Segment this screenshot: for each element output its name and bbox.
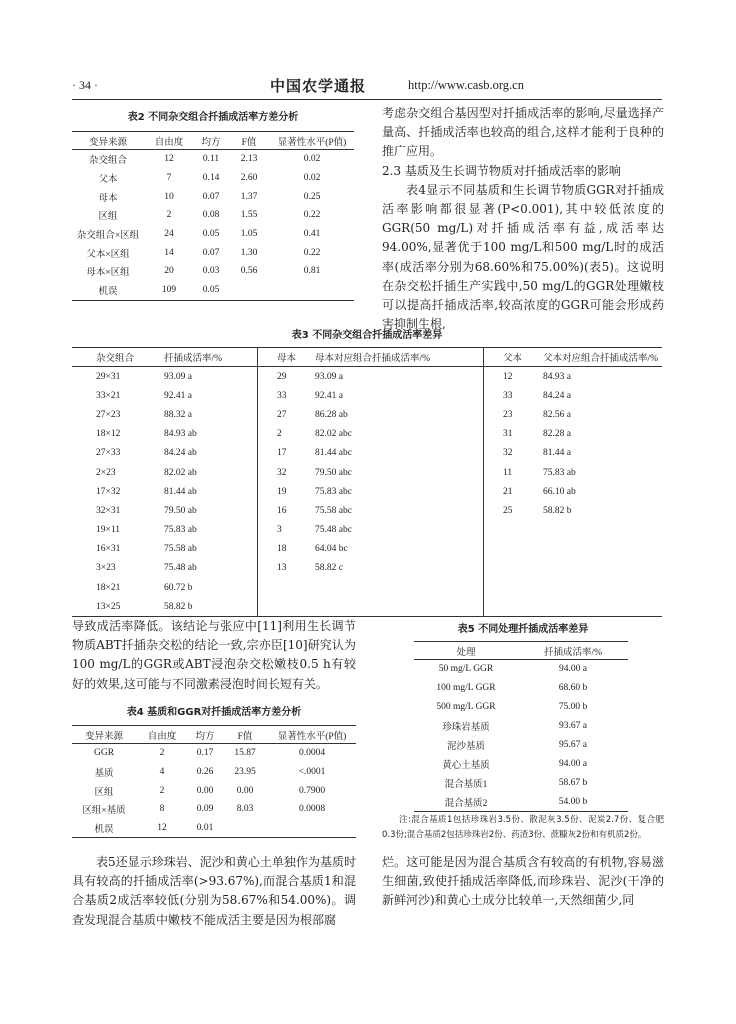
table-cell: 95.67 a — [559, 740, 587, 750]
table-cell: 32 — [484, 444, 544, 463]
table-row — [414, 679, 628, 698]
table3 — [72, 347, 662, 617]
table-cell — [228, 281, 270, 300]
table-cell: 54.00 b — [558, 796, 588, 807]
table-cell: 27×23 — [96, 409, 121, 420]
table-cell: 0.08 — [202, 210, 220, 221]
table-cell: 100 mg/L GGR — [436, 683, 496, 694]
table-cell — [268, 819, 356, 838]
table-cell: 基质 — [94, 769, 114, 780]
table-cell: 2.60 — [240, 173, 258, 184]
table-cell: 58.82 b — [543, 505, 572, 516]
table-cell: 66.10 ab — [543, 486, 576, 497]
table2-caption: 表2 不同杂交组合扦插成活率方差分析 — [127, 112, 299, 123]
column-header: 扦插成活率/% — [164, 348, 258, 367]
table-cell: 50 mg/L GGR — [438, 664, 494, 675]
table-cell: 81.44 ab — [164, 486, 197, 497]
table-cell: 3 — [258, 521, 316, 540]
table-row — [72, 482, 662, 501]
table-cell: 93.09 a — [315, 371, 343, 382]
table-row — [414, 773, 628, 792]
table-cell: 33×21 — [96, 390, 121, 401]
column-header: F值 — [222, 726, 268, 744]
table-row — [72, 243, 354, 262]
table-cell: 0.7900 — [298, 785, 326, 796]
column-header: 均方 — [188, 726, 222, 744]
table-row — [72, 800, 356, 819]
table-cell: 0.22 — [303, 247, 321, 258]
table-cell: 27 — [258, 405, 316, 424]
table-cell: 12 — [157, 823, 167, 834]
table-cell: 母本×区组 — [86, 268, 130, 279]
table-row — [414, 792, 628, 811]
table-cell: 84.93 a — [543, 371, 571, 382]
table-cell: 94.00 a — [559, 664, 587, 675]
column-header: 变异来源 — [72, 132, 144, 150]
table-cell: 60.72 b — [164, 582, 193, 593]
table-cell: 0.02 — [303, 173, 321, 184]
table-cell: 82.02 ab — [164, 467, 197, 478]
table-row — [72, 744, 356, 763]
table-cell: 75.58 ab — [164, 544, 197, 555]
table-row — [72, 169, 354, 188]
table-row — [72, 597, 662, 617]
table-row — [72, 578, 662, 597]
table-cell: 7 — [166, 173, 172, 184]
table-cell — [484, 559, 544, 578]
column-header: 处理 — [414, 642, 518, 660]
column-header: 母本对应组合扦插成活率/% — [315, 348, 484, 367]
table-cell: 25 — [484, 501, 544, 520]
left-mid-text — [72, 617, 356, 694]
right-bottom-text — [382, 853, 664, 911]
page-header — [72, 74, 662, 96]
table-cell: 94.00 a — [559, 758, 587, 769]
table-cell: 82.28 a — [543, 429, 571, 440]
table5-caption: 表5 不同处理扦插成活率差异 — [457, 624, 589, 635]
table-row — [72, 281, 354, 300]
table-cell: 19×11 — [96, 525, 121, 536]
table-cell: 84.24 ab — [164, 448, 197, 459]
table-row — [72, 206, 354, 225]
column-header: 均方 — [194, 132, 228, 150]
table-cell — [543, 540, 662, 559]
column-header: 父本对应组合扦插成活率/% — [543, 348, 662, 367]
table-cell: 29 — [258, 367, 316, 387]
table-cell: 0.26 — [196, 767, 214, 778]
table2 — [72, 131, 354, 301]
table-cell: 4 — [159, 767, 165, 778]
table-cell: 75.48 ab — [164, 563, 197, 574]
table-cell: 区组 — [94, 787, 114, 798]
table-cell: 12 — [164, 154, 174, 165]
table-cell: 1.30 — [240, 247, 258, 258]
table-cell: 33 — [484, 386, 544, 405]
table-row — [72, 425, 662, 444]
table2-header-row — [72, 132, 354, 150]
table-cell — [222, 819, 268, 838]
table5-note: 注:混合基质1包括珍珠岩3.5份、散泥灰3.5份、泥炭2.7份、复合肥0.3份;混合基质2包括珍珠岩2份、药渣3份、蔗糠灰2份和有机质2份。 — [382, 815, 664, 840]
paragraph: 烂。这可能是因为混合基质含有较高的有机物,容易滋生细菌,致使扦插成活率降低,而珍珠岩、泥沙(干净的新鲜河沙)和黄心土成分比较单一,天然细菌少,同 — [382, 855, 664, 908]
table-row — [414, 698, 628, 717]
table-cell: 75.83 ab — [543, 467, 576, 478]
table-cell: 3×23 — [96, 563, 116, 574]
table-row — [72, 463, 662, 482]
table-cell: 2 — [166, 210, 172, 221]
table-cell: 区组×基质 — [82, 806, 126, 817]
table-cell: 79.50 ab — [164, 505, 197, 516]
table-cell: 父本×区组 — [86, 249, 130, 260]
table-cell — [270, 281, 354, 300]
table-cell: 0.05 — [202, 229, 220, 240]
table-cell: 2 — [159, 748, 165, 759]
table-cell: 母本 — [98, 193, 118, 204]
table-cell: 珍珠岩基质 — [442, 723, 490, 734]
column-header: 扦插成活率/% — [518, 642, 628, 660]
table-cell: 500 mg/L GGR — [436, 702, 496, 713]
column-header: 变异来源 — [72, 726, 136, 744]
table-cell: 92.41 a — [315, 390, 343, 401]
table-cell: 15.87 — [234, 748, 256, 759]
table-cell: 84.24 a — [543, 390, 571, 401]
table-cell: <.0001 — [298, 767, 326, 778]
table-cell: 58.82 b — [164, 601, 193, 612]
table-cell: 86.28 ab — [315, 409, 348, 420]
journal-url[interactable]: http://www.casb.org.cn — [408, 78, 524, 92]
column-header: 显著性水平(P值) — [268, 726, 356, 744]
table-cell: 16×31 — [96, 544, 121, 555]
table-cell: 23 — [484, 405, 544, 424]
table-row — [414, 754, 628, 773]
column-header: F值 — [228, 132, 270, 150]
table-cell: 82.56 a — [543, 409, 571, 420]
table-cell: 1.05 — [240, 229, 258, 240]
table-cell: 16 — [258, 501, 316, 520]
table-cell: 79.50 abc — [315, 467, 352, 478]
paragraph: 考虑杂交组合基因型对扦插成活率的影响,尽量选择产量高、扦插成活率也较高的组合,这样才能利于良种的推广应用。 — [382, 106, 664, 159]
table-cell: 88.32 a — [164, 409, 192, 420]
paragraph: 表5还显示珍珠岩、泥沙和黄心土单独作为基质时具有较高的扦插成活率(>93.67%),而混合基质1和混合基质2成活率较低(分别为58.67%和54.00%)。调查发现混合基质中嫩枝不能成活主要是因为根部腐 — [72, 855, 356, 927]
table-row — [72, 187, 354, 206]
table-cell: 12 — [484, 367, 544, 387]
table-cell — [543, 597, 662, 617]
table-cell: 17×32 — [96, 486, 121, 497]
table-cell: 68.60 b — [558, 683, 588, 694]
table-cell: 14 — [164, 247, 174, 258]
right-top-text — [382, 104, 664, 334]
table-cell: 0.25 — [303, 191, 321, 202]
table-cell — [258, 578, 316, 597]
table-cell: 64.04 bc — [315, 544, 348, 555]
table-cell: 10 — [164, 191, 174, 202]
table5 — [414, 641, 628, 812]
table-cell: 8 — [159, 804, 165, 815]
table-cell: 20 — [164, 266, 174, 277]
table-cell: 0.56 — [240, 266, 258, 277]
table-cell: 33 — [258, 386, 316, 405]
table-cell: 58.82 c — [315, 563, 343, 574]
table-row — [414, 660, 628, 679]
table-cell: 黄心土基质 — [442, 760, 490, 771]
table-cell: 75.83 abc — [315, 486, 352, 497]
table-cell: 1.37 — [240, 191, 258, 202]
column-header: 杂交组合 — [72, 348, 164, 367]
table-cell: 17 — [258, 444, 316, 463]
table-cell — [315, 578, 484, 597]
table-cell: 75.48 abc — [315, 525, 352, 536]
table-cell: 0.81 — [303, 266, 321, 277]
table-cell: 23.95 — [234, 767, 256, 778]
table-cell: 0.07 — [202, 191, 220, 202]
table-row — [72, 225, 354, 244]
table-cell: 27×33 — [96, 448, 121, 459]
table-cell: 混合基质2 — [444, 798, 488, 809]
table-cell: 93.09 a — [164, 371, 192, 382]
header-rule — [72, 99, 662, 100]
column-header: 显著性水平(P值) — [270, 132, 354, 150]
table-cell: 11 — [484, 463, 544, 482]
table-cell: 0.17 — [196, 748, 214, 759]
column-header: 母本 — [258, 348, 316, 367]
table-cell: 81.44 abc — [315, 448, 352, 459]
table-cell: 58.67 b — [558, 777, 588, 788]
table-cell: 21 — [484, 482, 544, 501]
table-cell: 13 — [258, 559, 316, 578]
table-cell: 0.0004 — [298, 748, 326, 759]
table-cell: 2.13 — [240, 154, 258, 165]
column-header: 父本 — [484, 348, 544, 367]
table-cell: 2 — [258, 425, 316, 444]
table-cell: 93.67 a — [559, 721, 587, 732]
table-cell: 杂交组合×区组 — [76, 231, 140, 242]
table-cell: 2 — [159, 785, 165, 796]
column-header: 自由度 — [144, 132, 194, 150]
table-cell: 杂交组合 — [88, 156, 127, 167]
table-cell: 机误 — [94, 825, 114, 836]
table-cell: 0.41 — [303, 229, 321, 240]
table-cell — [543, 559, 662, 578]
table-row — [72, 763, 356, 782]
table3-header-row — [72, 348, 662, 367]
table-row — [72, 521, 662, 540]
table-row — [72, 262, 354, 281]
table-cell: 1.55 — [240, 210, 258, 221]
table-cell: 92.41 a — [164, 390, 192, 401]
table-row — [72, 150, 354, 169]
table-row — [72, 386, 662, 405]
table-row — [72, 367, 662, 387]
table-cell: 0.01 — [196, 823, 214, 834]
table-cell: 2×23 — [96, 467, 116, 478]
table-cell: 32 — [258, 463, 316, 482]
table-cell: 109 — [161, 285, 177, 296]
paragraph: 表4显示不同基质和生长调节物质GGR对扦插成活率影响都很显著(P<0.001),其中较低浓度的GGR(50 mg/L)对扦插成活率有益,成活率达94.00%,显著优于100 mg/L和500 mg/L时的成活率(成活率分别为68.60%和75.00%)(表5)。这说明在杂交松扦插生产实践中,50 mg/L的GGR处理嫩枝可以提高扦插成活率,较高浓度的GGR可能会形成药害抑制生根, — [382, 182, 664, 332]
table-cell: 13×25 — [96, 601, 121, 612]
table-cell — [484, 578, 544, 597]
table-cell — [543, 521, 662, 540]
paragraph: 导致成活率降低。该结论与张应中[11]利用生长调节物质ABT扦插杂交松的结论一致,宗亦臣[10]研究认为100 mg/L的GGR或ABT浸泡杂交松嫩枝0.5 h有较好的效果,这可能与不同激素浸泡时间长短有关。 — [72, 619, 356, 691]
table4-header-row — [72, 726, 356, 744]
table-row — [72, 405, 662, 424]
table-cell: 19 — [258, 482, 316, 501]
table4-caption: 表4 基质和GGR对扦插成活率方差分析 — [126, 707, 302, 718]
table-cell — [258, 597, 316, 617]
table-row — [72, 501, 662, 520]
table-cell: 0.00 — [236, 785, 254, 796]
table-cell: 31 — [484, 425, 544, 444]
column-header: 自由度 — [136, 726, 188, 744]
table-cell: 0.05 — [202, 285, 220, 296]
table-cell: 18×12 — [96, 429, 121, 440]
table-cell — [484, 597, 544, 617]
table-row — [72, 540, 662, 559]
table-cell: 18×21 — [96, 582, 121, 593]
journal-title: 中国农学通报 — [270, 77, 367, 95]
table-cell: 8.03 — [236, 804, 254, 815]
table4 — [72, 725, 356, 838]
table-cell: 84.93 ab — [164, 429, 197, 440]
table-cell: 82.02 abc — [315, 429, 352, 440]
table-cell — [315, 597, 484, 617]
table-cell: 0.09 — [196, 804, 214, 815]
table-cell: 32×31 — [96, 505, 121, 516]
left-bottom-text — [72, 853, 356, 930]
table-cell: 0.02 — [303, 154, 321, 165]
table-cell: 机误 — [98, 287, 118, 298]
table-cell: 75.00 b — [558, 702, 588, 713]
table-cell: 0.07 — [202, 247, 220, 258]
table-cell: 0.03 — [202, 266, 220, 277]
table5-header-row — [414, 642, 628, 660]
table-cell: 75.83 ab — [164, 525, 197, 536]
table-cell: 24 — [164, 229, 174, 240]
table-cell: 区组 — [98, 212, 118, 223]
table-cell: 0.0008 — [298, 804, 326, 815]
page-number: · 34 · — [72, 78, 98, 92]
table-cell: 75.58 abc — [315, 505, 352, 516]
table-cell: 0.14 — [202, 173, 220, 184]
table-cell: 29×31 — [96, 371, 121, 382]
table-row — [72, 559, 662, 578]
table-cell: 父本 — [98, 175, 118, 186]
table-row — [72, 819, 356, 838]
table-cell: 泥沙基质 — [446, 742, 485, 752]
table-cell: 0.22 — [303, 210, 321, 221]
table-cell — [484, 521, 544, 540]
table-row — [72, 444, 662, 463]
table-cell: 0.00 — [196, 785, 214, 796]
table-cell — [484, 540, 544, 559]
table-row — [414, 736, 628, 755]
table-cell: 0.11 — [202, 154, 220, 165]
table-cell: 18 — [258, 540, 316, 559]
table-cell: 81.44 a — [543, 448, 571, 459]
table-cell: 混合基质1 — [444, 779, 488, 790]
section-heading: 2.3 基质及生长调节物质对扦插成活率的影响 — [382, 163, 621, 178]
table-cell — [543, 578, 662, 597]
table-cell: GGR — [93, 748, 115, 759]
table3-caption: 表3 不同杂交组合扦插成活率差异 — [291, 330, 443, 341]
table-row — [414, 717, 628, 736]
table-row — [72, 781, 356, 800]
